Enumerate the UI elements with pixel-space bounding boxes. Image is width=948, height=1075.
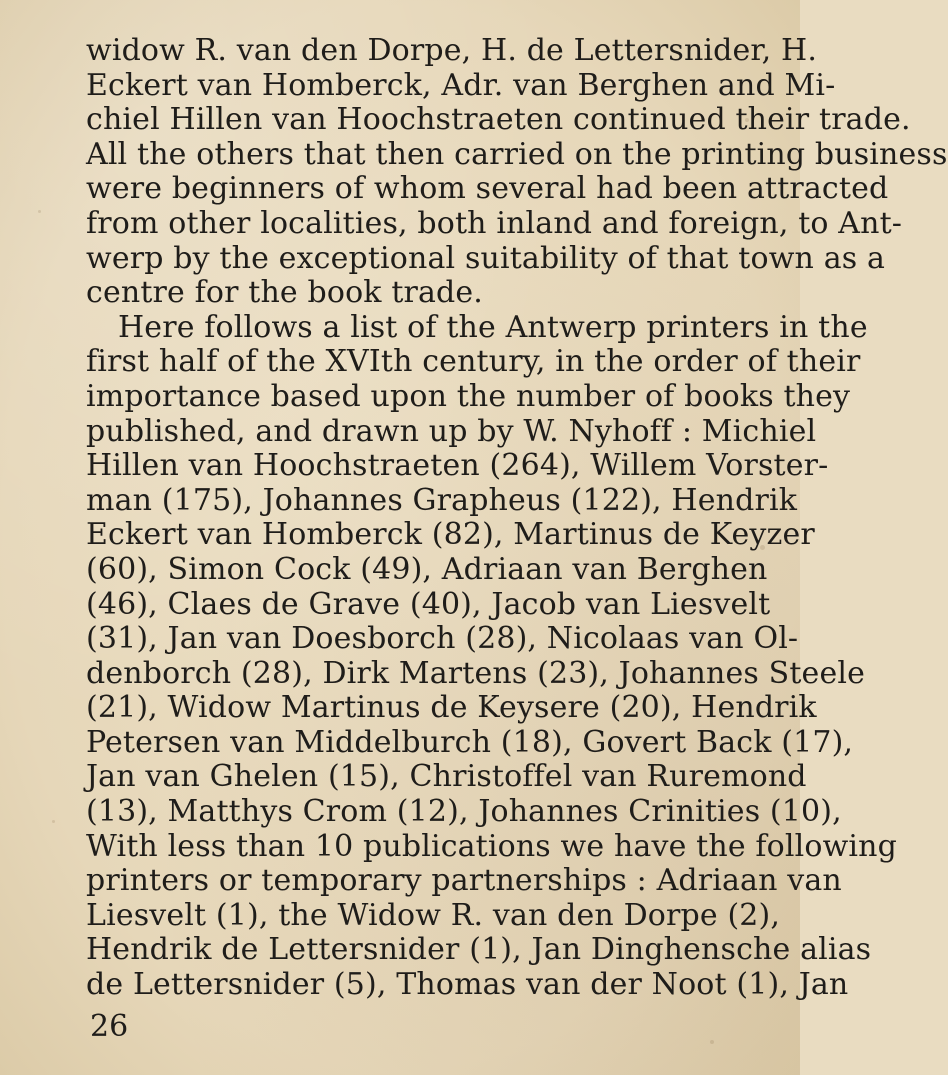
text-line: Here follows a list of the Antwerp printers in the <box>118 309 868 345</box>
text-line: (31), Jan van Doesborch (28), Nicolaas van Ol- <box>86 621 799 657</box>
text-line: man (175), Johannes Grapheus (122), Hendrik <box>86 482 798 518</box>
text-line: centre for the book trade. <box>86 275 483 311</box>
text-line: printers or temporary partnerships : Adriaan van <box>86 863 842 899</box>
paper-speck <box>710 1040 714 1044</box>
text-line: widow R. van den Dorpe, H. de Lettersnider, H. <box>86 33 818 68</box>
paper-speck <box>38 210 41 213</box>
text-line: werp by the exceptional suitability of that town as a <box>86 240 885 276</box>
text-line: first half of the XVIth century, in the order of their <box>86 344 861 380</box>
text-line: published, and drawn up by W. Nyhoff : Michiel <box>86 413 817 449</box>
text-line: Hillen van Hoochstraeten (264), Willem Vorster- <box>86 448 829 484</box>
text-line: With less than 10 publications we have the following <box>86 828 897 864</box>
text-line: Hendrik de Lettersnider (1), Jan Dinghensche alias <box>86 932 872 968</box>
text-line: denborch (28), Dirk Martens (23), Johannes Steele <box>86 655 866 691</box>
text-line: importance based upon the number of books they <box>86 378 851 414</box>
text-line: (60), Simon Cock (49), Adriaan van Berghen <box>86 551 768 587</box>
paper-speck <box>52 820 55 823</box>
text-line: chiel Hillen van Hoochstraeten continued their trade. <box>86 102 911 138</box>
text-line: Eckert van Homberck (82), Martinus de Keyzer <box>86 517 815 553</box>
text-line: (13), Matthys Crom (12), Johannes Crinities (10), <box>86 794 842 830</box>
text-line: Liesvelt (1), the Widow R. van den Dorpe (2), <box>86 897 781 933</box>
text-line: were beginners of whom several had been attracted <box>86 171 889 207</box>
text-line: Jan van Ghelen (15), Christoffel van Ruremond <box>86 759 807 795</box>
text-line: Eckert van Homberck, Adr. van Berghen and Mi- <box>86 67 836 103</box>
text-line: All the others that then carried on the printing business <box>86 136 948 172</box>
text-line: from other localities, both inland and foreign, to Ant- <box>86 205 903 241</box>
text-line: (46), Claes de Grave (40), Jacob van Liesvelt <box>86 586 771 622</box>
text-line: (21), Widow Martinus de Keysere (20), Hendrik <box>86 690 817 726</box>
text-line: Petersen van Middelburch (18), Govert Back (17), <box>86 724 854 760</box>
body-text <box>86 33 948 1003</box>
text-line: de Lettersnider (5), Thomas van der Noot (1), Jan <box>86 967 849 1003</box>
page-number: 26 <box>90 1009 129 1044</box>
